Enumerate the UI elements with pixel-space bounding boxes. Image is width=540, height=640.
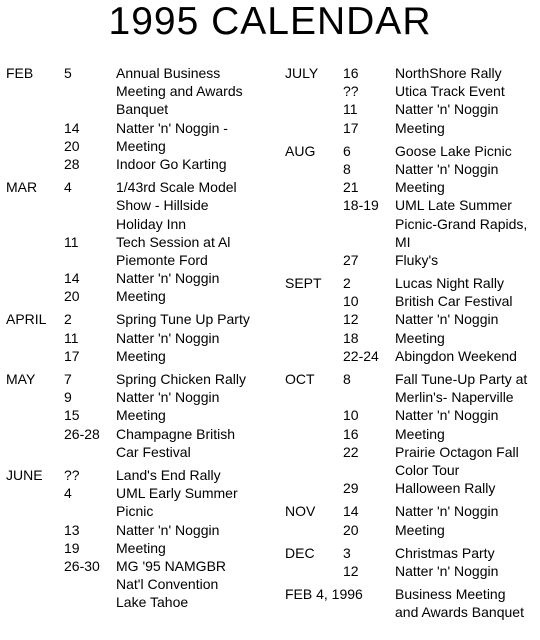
event-day: 26-30 xyxy=(64,557,100,574)
left-column xyxy=(6,64,278,611)
calendar-row xyxy=(285,544,540,562)
event-day: 10 xyxy=(343,407,359,424)
month-label: AUG xyxy=(285,142,316,159)
event-day: 11 xyxy=(343,101,358,118)
event-day: 10 xyxy=(343,293,359,310)
calendar-row xyxy=(285,461,540,479)
event-description: Piemonte Ford xyxy=(116,251,208,268)
calendar-row xyxy=(285,251,540,269)
month-label: FEB 4, 1996 xyxy=(285,586,363,603)
calendar-row xyxy=(6,575,278,593)
event-description: Meeting xyxy=(116,347,166,364)
event-day: 26-28 xyxy=(64,425,100,442)
event-day: 14 xyxy=(64,270,80,287)
calendar-row xyxy=(6,100,278,118)
right-column xyxy=(285,64,540,621)
event-description: Abingdon Weekend xyxy=(395,347,517,364)
event-description: Goose Lake Picnic xyxy=(395,142,512,159)
calendar-row xyxy=(285,388,540,406)
calendar-row xyxy=(285,215,540,233)
event-description: Natter 'n' Noggin xyxy=(395,311,499,328)
event-description: MG '95 NAMGBR xyxy=(116,557,227,574)
event-day: 6 xyxy=(343,142,351,159)
calendar-row xyxy=(6,329,278,347)
month-label: JUNE xyxy=(6,466,43,483)
event-description: Business Meeting xyxy=(395,586,506,603)
calendar-row xyxy=(285,160,540,178)
page-title: 1995 CALENDAR xyxy=(108,0,432,43)
month-group xyxy=(285,64,540,137)
event-description: Lucas Night Rally xyxy=(395,275,504,292)
event-description: Show - Hillside xyxy=(116,197,209,214)
event-day: 16 xyxy=(343,425,359,442)
event-day: 29 xyxy=(343,480,359,497)
event-description: Prairie Octagon Fall xyxy=(395,443,519,460)
event-day: 5 xyxy=(64,65,72,81)
event-day: 8 xyxy=(343,160,351,177)
event-description: Halloween Rally xyxy=(395,480,496,497)
event-description: Car Festival xyxy=(116,443,191,460)
event-description: Spring Chicken Rally xyxy=(116,371,246,387)
calendar-row xyxy=(285,603,540,621)
event-description: Natter 'n' Noggin - xyxy=(116,119,228,136)
event-description: Banquet xyxy=(116,101,169,118)
calendar-row xyxy=(6,484,278,502)
event-description: Holiday Inn xyxy=(116,215,187,232)
event-description: Natter 'n' Noggin xyxy=(116,521,220,538)
event-day: 19 xyxy=(64,539,80,556)
event-description: Nat'l Convention xyxy=(116,576,219,593)
calendar-row xyxy=(285,425,540,443)
event-description: and Awards Banquet xyxy=(395,604,524,621)
month-label: OCT xyxy=(285,371,315,387)
event-description: Fall Tune-Up Party at xyxy=(395,371,528,387)
event-day: 18 xyxy=(343,329,359,346)
calendar-row xyxy=(6,233,278,251)
event-description: Land's End Rally xyxy=(116,466,221,483)
month-group xyxy=(6,370,278,461)
event-description: Picnic-Grand Rapids, xyxy=(395,215,528,232)
event-description: Meeting and Awards xyxy=(116,83,243,100)
calendar-row xyxy=(6,557,278,575)
month-label: JULY xyxy=(285,65,319,81)
event-description: Meeting xyxy=(116,137,166,154)
event-description: Merlin's- Naperville xyxy=(395,389,514,406)
calendar-row xyxy=(285,196,540,214)
calendar-row xyxy=(6,178,278,196)
event-day: 14 xyxy=(64,119,80,136)
event-description: Natter 'n' Noggin xyxy=(395,562,499,579)
event-day: 28 xyxy=(64,155,80,172)
calendar-row xyxy=(285,64,540,82)
event-description: Meeting xyxy=(395,179,445,196)
event-description: Meeting xyxy=(395,329,445,346)
calendar-row xyxy=(6,196,278,214)
calendar-row xyxy=(6,82,278,100)
event-day: 4 xyxy=(64,485,72,502)
calendar-row xyxy=(285,502,540,520)
event-day: 8 xyxy=(343,371,351,387)
calendar-row xyxy=(6,539,278,557)
calendar-row xyxy=(6,64,278,82)
calendar-row xyxy=(6,593,278,611)
month-group xyxy=(6,64,278,173)
month-group xyxy=(6,466,278,612)
month-group xyxy=(285,502,540,538)
month-label: MAY xyxy=(6,371,36,387)
calendar-row xyxy=(285,119,540,137)
event-day: 11 xyxy=(64,233,79,250)
event-description: Meeting xyxy=(395,521,445,538)
event-description: Utica Track Event xyxy=(395,83,505,100)
event-description: Lake Tahoe xyxy=(116,594,189,611)
month-label: MAR xyxy=(6,179,38,196)
event-day: 17 xyxy=(343,119,359,136)
event-day: 2 xyxy=(343,275,351,292)
calendar-row xyxy=(6,119,278,137)
event-day: ?? xyxy=(343,83,359,100)
event-day: 20 xyxy=(64,288,80,305)
event-description: Natter 'n' Noggin xyxy=(395,407,499,424)
event-description: Natter 'n' Noggin xyxy=(116,329,220,346)
month-label: APRIL xyxy=(6,311,47,328)
calendar-row xyxy=(6,155,278,173)
calendar-row xyxy=(285,521,540,539)
event-day: 9 xyxy=(64,389,72,406)
calendar-row xyxy=(285,329,540,347)
calendar-row xyxy=(6,521,278,539)
calendar-row xyxy=(6,406,278,424)
event-day: 27 xyxy=(343,251,359,268)
event-description: British Car Festival xyxy=(395,293,513,310)
month-group xyxy=(6,178,278,305)
calendar-row xyxy=(6,370,278,388)
calendar-row xyxy=(6,251,278,269)
event-description: Champagne British xyxy=(116,425,236,442)
calendar-row xyxy=(285,310,540,328)
event-description: NorthShore Rally xyxy=(395,65,502,81)
event-day: 20 xyxy=(64,137,80,154)
month-label: NOV xyxy=(285,503,316,520)
event-day: 22 xyxy=(343,443,359,460)
event-description: Christmas Party xyxy=(395,544,495,561)
event-day: 2 xyxy=(64,311,72,328)
month-label: SEPT xyxy=(285,275,322,292)
event-description: Meeting xyxy=(395,425,445,442)
event-day: 11 xyxy=(64,329,79,346)
calendar-row xyxy=(6,215,278,233)
calendar-row xyxy=(285,292,540,310)
calendar-row xyxy=(6,310,278,328)
event-description: Fluky's xyxy=(395,251,439,268)
month-group xyxy=(285,142,540,269)
event-day: ?? xyxy=(64,466,80,483)
calendar-row xyxy=(285,233,540,251)
event-day: 17 xyxy=(64,347,80,364)
calendar-row xyxy=(6,137,278,155)
event-description: Spring Tune Up Party xyxy=(116,311,250,328)
month-group xyxy=(285,274,540,365)
event-day: 12 xyxy=(343,562,359,579)
calendar-row xyxy=(285,370,540,388)
calendar-row xyxy=(6,347,278,365)
month-group xyxy=(285,585,540,621)
event-description: Color Tour xyxy=(395,461,460,478)
event-description: Meeting xyxy=(116,407,166,424)
calendar-row xyxy=(6,502,278,520)
calendar-row xyxy=(285,443,540,461)
calendar-row xyxy=(285,406,540,424)
calendar-row xyxy=(285,274,540,292)
event-description: MI xyxy=(395,233,411,250)
event-description: Indoor Go Karting xyxy=(116,155,227,172)
event-day: 15 xyxy=(64,407,80,424)
event-day: 7 xyxy=(64,371,72,387)
event-description: Annual Business xyxy=(116,65,221,81)
event-description: Natter 'n' Noggin xyxy=(395,503,499,520)
calendar-row xyxy=(285,562,540,580)
event-day: 14 xyxy=(343,503,359,520)
event-description: Meeting xyxy=(395,119,445,136)
event-day: 4 xyxy=(64,179,72,196)
month-label: DEC xyxy=(285,544,315,561)
calendar-row xyxy=(6,466,278,484)
event-day: 12 xyxy=(343,311,359,328)
event-day: 13 xyxy=(64,521,80,538)
event-day: 20 xyxy=(343,521,359,538)
month-group xyxy=(285,544,540,580)
event-day: 16 xyxy=(343,65,359,81)
event-description: 1/43rd Scale Model xyxy=(116,179,237,196)
calendar-row xyxy=(285,585,540,603)
event-day: 21 xyxy=(343,179,359,196)
calendar-row xyxy=(285,82,540,100)
event-day: 18-19 xyxy=(343,197,379,214)
event-description: Natter 'n' Noggin xyxy=(395,160,499,177)
calendar-row xyxy=(6,287,278,305)
event-description: UML Late Summer xyxy=(395,197,512,214)
event-description: Natter 'n' Noggin xyxy=(395,101,499,118)
event-description: Meeting xyxy=(116,288,166,305)
calendar-row xyxy=(285,479,540,497)
month-label: FEB xyxy=(6,65,34,81)
event-description: Tech Session at Al xyxy=(116,233,231,250)
calendar-row xyxy=(6,388,278,406)
calendar-row xyxy=(285,178,540,196)
event-description: Meeting xyxy=(116,539,166,556)
calendar-row xyxy=(285,347,540,365)
event-description: Picnic xyxy=(116,503,154,520)
calendar-row xyxy=(6,425,278,443)
month-group xyxy=(285,370,540,497)
event-description: UML Early Summer xyxy=(116,485,238,502)
calendar-row xyxy=(6,269,278,287)
month-group xyxy=(6,310,278,365)
event-description: Natter 'n' Noggin xyxy=(116,389,220,406)
calendar-row xyxy=(6,443,278,461)
calendar-row xyxy=(285,142,540,160)
event-day: 22-24 xyxy=(343,347,379,364)
event-description: Natter 'n' Noggin xyxy=(116,270,220,287)
event-day: 3 xyxy=(343,544,351,561)
calendar-row xyxy=(285,100,540,118)
